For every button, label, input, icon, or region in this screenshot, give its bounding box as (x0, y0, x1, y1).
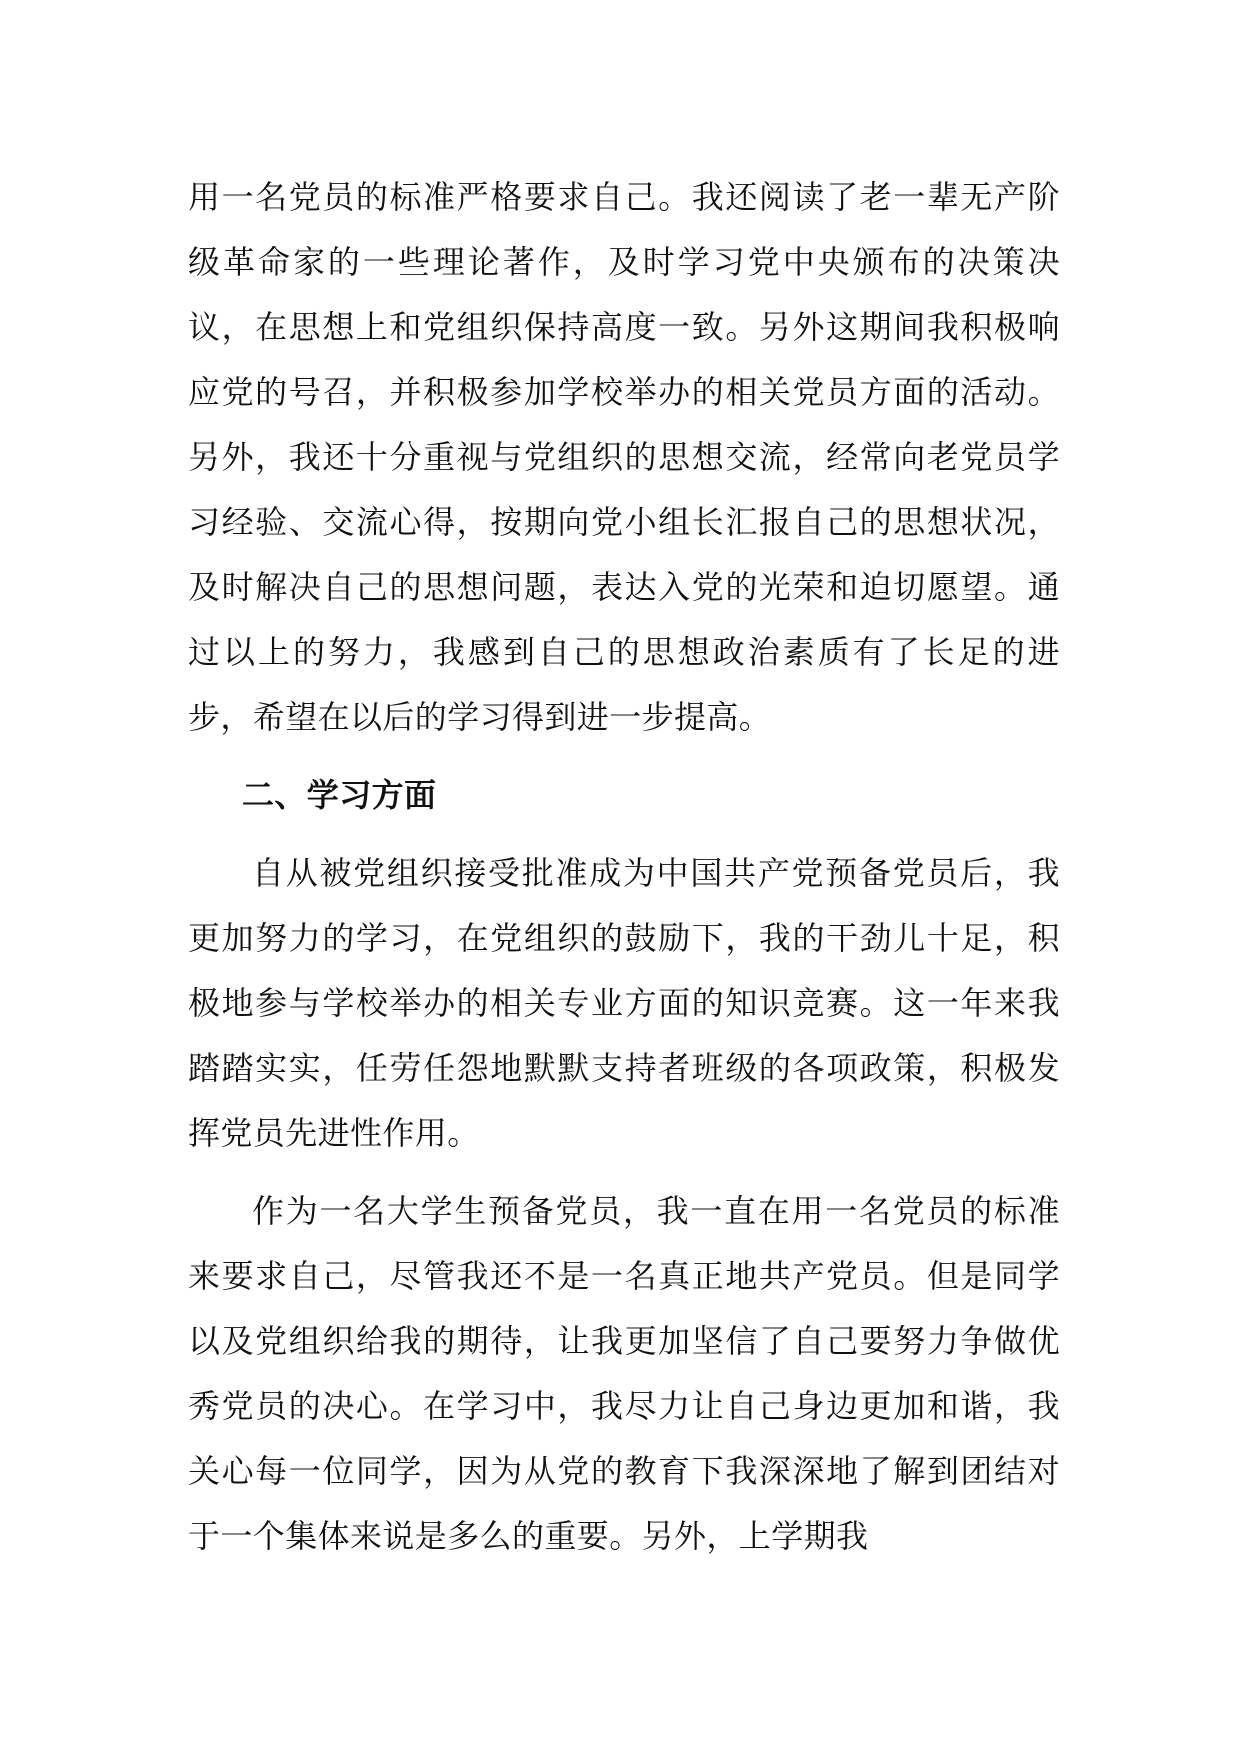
paragraph-study-detail: 作为一名大学生预备党员，我一直在用一名党员的标准来要求自己，尽管我还不是一名真正地共产党员。但是同学以及党组织给我的期待，让我更加坚信了自己要努力争做优秀党员的决心。在学习中，我尽力让自己身边更加和谐，我关心每一位同学，因为从党的教育下我深深地了解到团结对于一个集体来说是多么的重要。另外，上学期我 (188, 1192, 1060, 1555)
document-body (188, 165, 1060, 1569)
section-heading-study: 二、学习方面 (242, 776, 437, 814)
paragraph-continuation: 用一名党员的标准严格要求自己。我还阅读了老一辈无产阶级革命家的一些理论著作，及时学习党中央颁布的决策决议，在思想上和党组织保持高度一致。另外这期间我积极响应党的号召，并积极参加学校举办的相关党员方面的活动。另外，我还十分重视与党组织的思想交流，经常向老党员学习经验、交流心得，按期向党小组长汇报自己的思想状况，及时解决自己的思想问题，表达入党的光荣和迫切愿望。通过以上的努力，我感到自己的思想政治素质有了长足的进步，希望在以后的学习得到进一步提高。 (188, 178, 1060, 736)
paragraph-study-intro: 自从被党组织接受批准成为中国共产党预备党员后，我更加努力的学习，在党组织的鼓励下，我的干劲儿十足，积极地参与学校举办的相关专业方面的知识竞赛。这一年来我踏踏实实，任劳任怨地默默支持者班级的各项政策，积极发挥党员先进性作用。 (188, 854, 1060, 1152)
